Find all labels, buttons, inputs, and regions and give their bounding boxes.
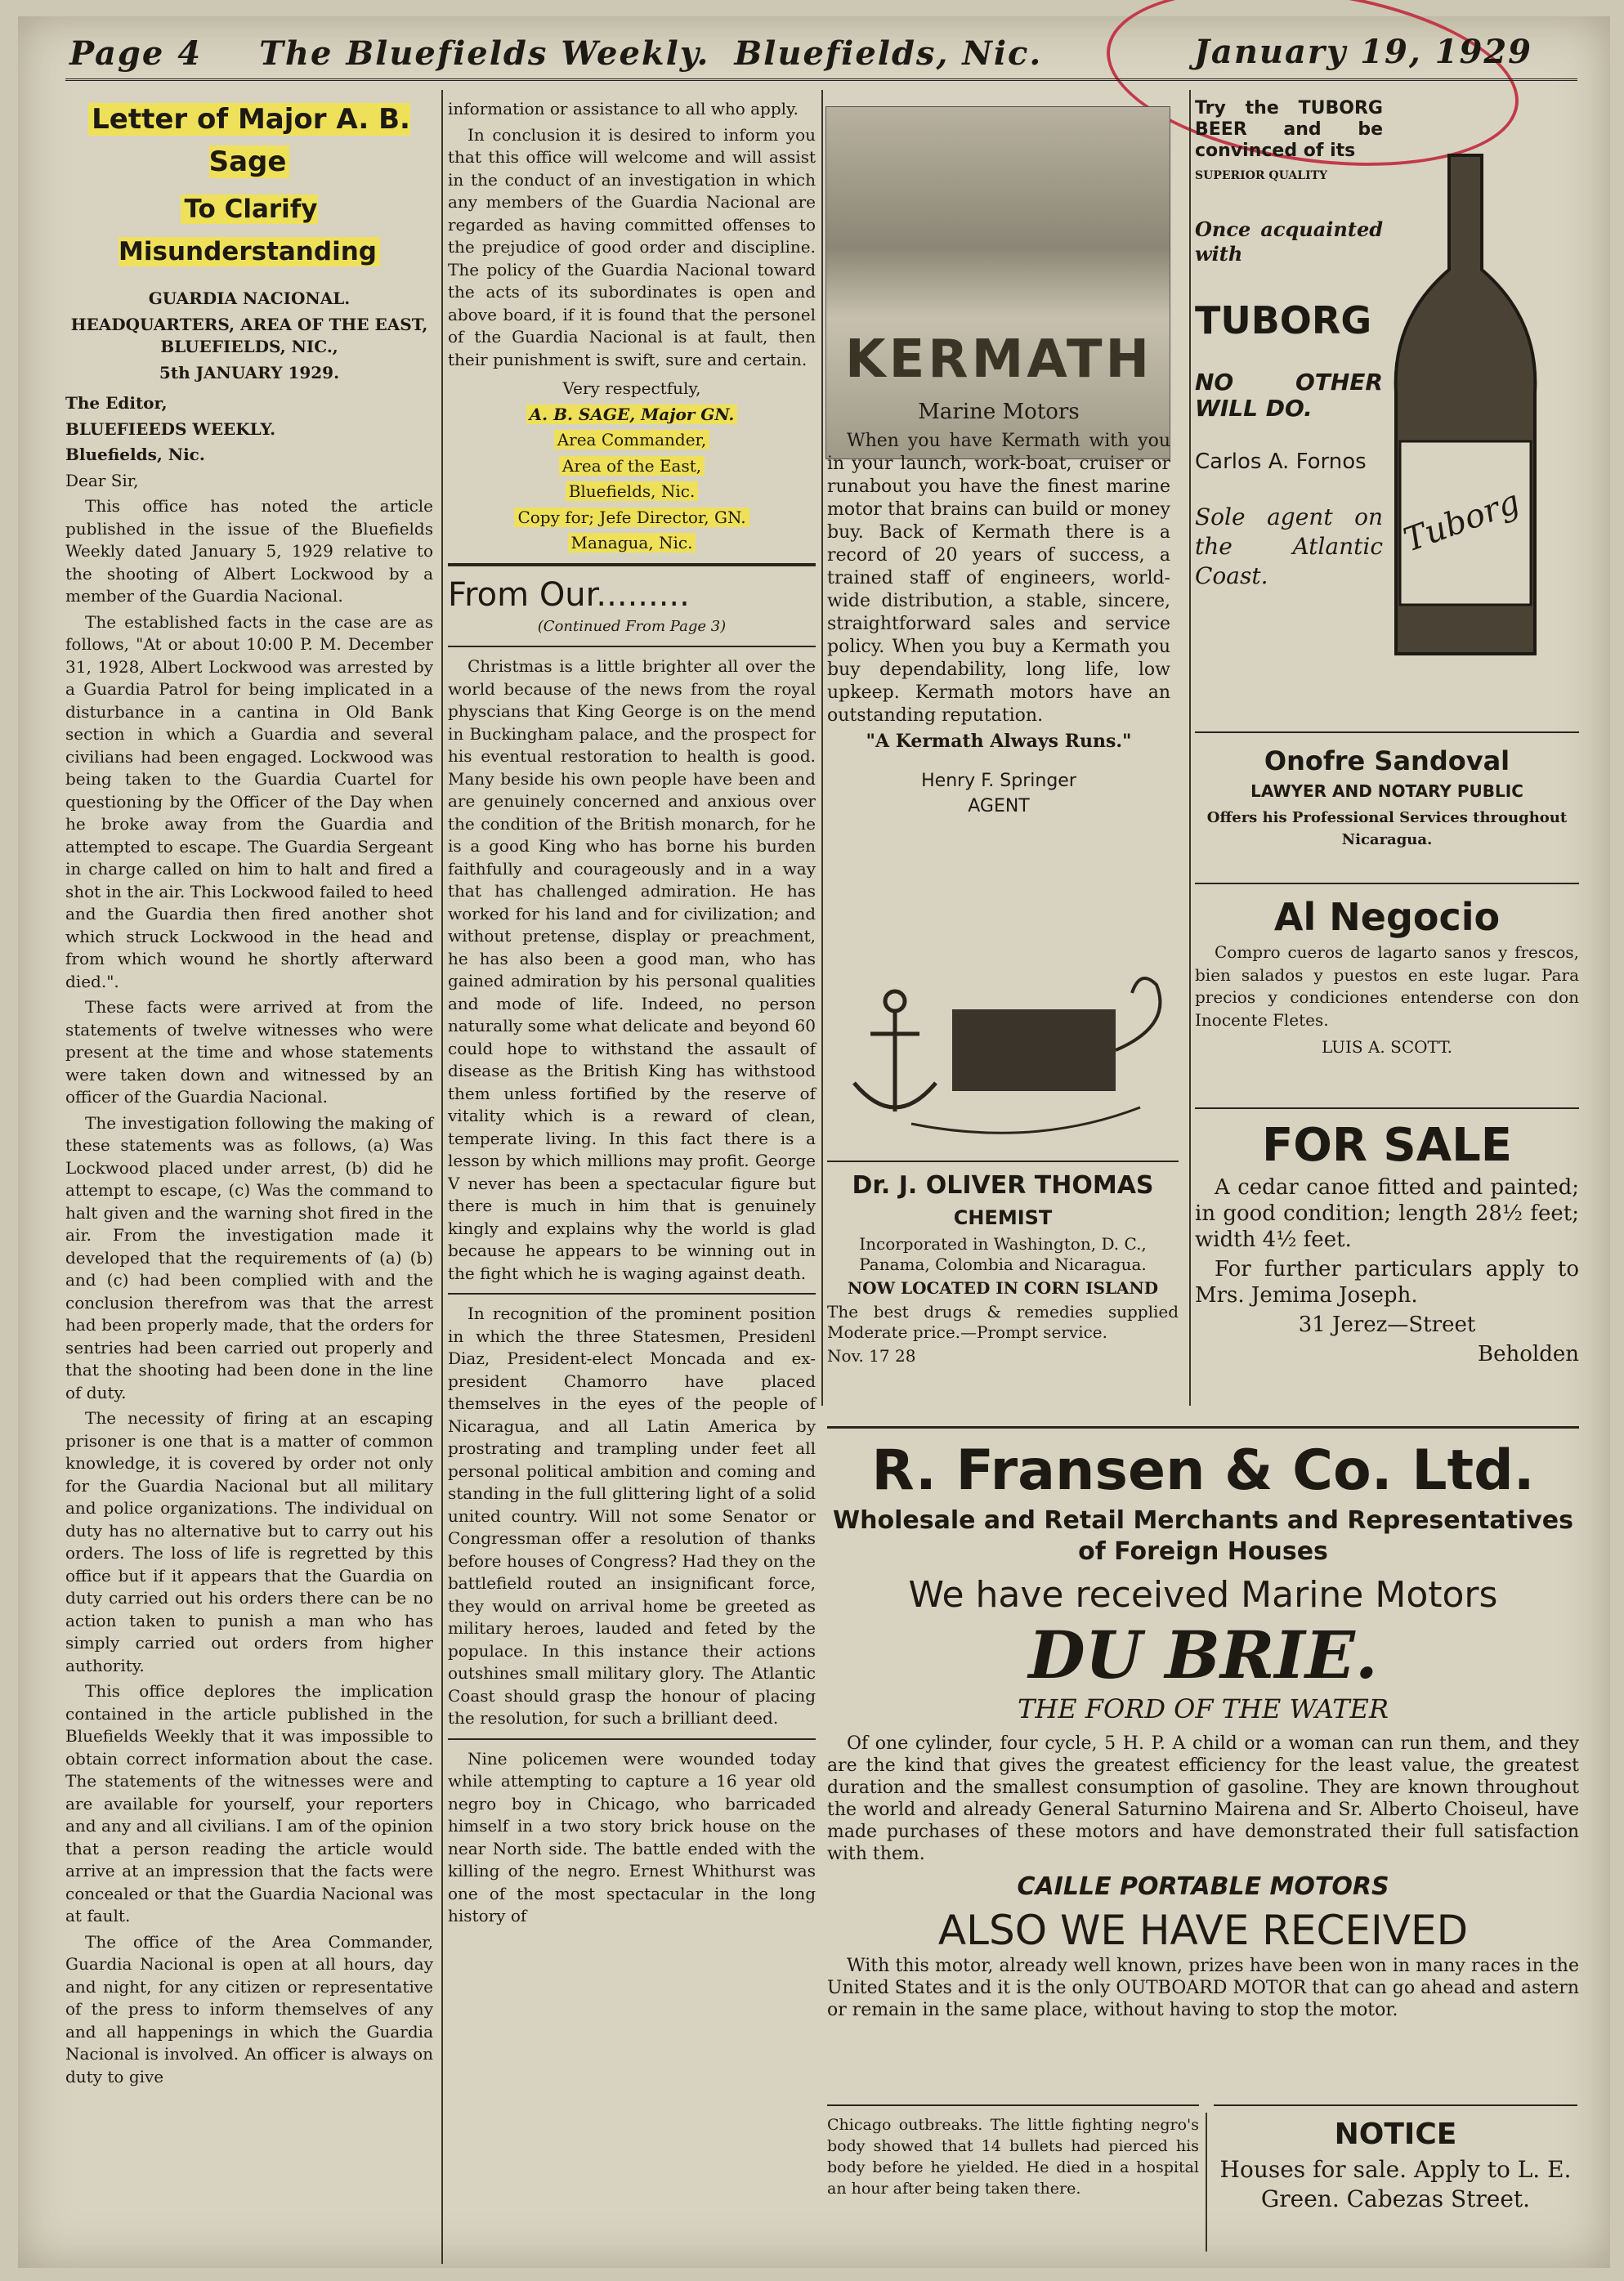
forsale-title: FOR SALE: [1261, 1119, 1513, 1172]
continued-note: (Continued From Page 3): [537, 617, 727, 635]
forsale-body: A cedar canoe fitted and painted; in good condition; length 28½ feet; width 4½ feet.: [1195, 1175, 1579, 1252]
fransen-ad: [827, 1426, 1579, 2088]
fransen-body: Of one cylinder, four cycle, 5 H. P. A child or a woman can run them, and they are the kind that gives the greatest efficiency for the least value, the greatest duration and the smallest consumption of gasoline. They are known throughout the world and already General Saturnino Mairena and Sr. Alberto Choiseul, have made purchases of these motors and have demonstrated their full satisfaction with them.: [827, 1733, 1579, 1864]
place: Bluefields, Nic.: [734, 34, 1043, 73]
letter-column: [65, 98, 433, 2256]
tuborg-sole: Sole agent on the Atlantic Coast.: [1195, 503, 1383, 589]
closing: Very respectfuly,: [562, 378, 701, 398]
notice-ad: [1214, 2104, 1577, 2252]
column-rule: [1206, 2113, 1207, 2252]
sandoval-name: Onofre Sandoval: [1264, 745, 1510, 776]
dubrie-brand: DU BRIE.: [1028, 1617, 1378, 1693]
letter-paragraph: The necessity of firing at an escaping prisoner is one that is a matter of common knowledge, it is covered by order not only for the Guardia Nacional but all military and police organizations. The individual on duty has no alternative but to carry out his orders. The loss of life is regretted by this office but if it appears that the Guardia on duty carried out his orders there can be no action taken to punish a man who has simply carried out orders from higher authority.: [65, 1408, 433, 1675]
news-paragraph: Christmas is a little brighter all over the world because of the news from the royal physcians that King George is on the mend in Buckingham palace, and the prospect for his eventual restoration to health is good. Many beside his own people have been and are genuinely concerned and anxious over the condition of the British monarch, for he is a good King who has borne his burden faithfully and courageously and in a way that has challenged admiration. He has worked for his land and for civilization; and without pretense, display or preachment, he has also been a good man, who has gained admiration by his personal qualities and mode of life. Indeed, no person naturally some what delicate and beyond 60 could hope to withstand the assault of disease as the British King has withstood them unless fortified by the reserve of vitality which is a reward of clean, temperate living. In this fact there is a lesson by which millions may profit. George V never has been a spectacular figure but there is much in him that is genuinely kingly and explains why the world is glad because he appears to be winning out in the fight which he is waging against death.: [448, 656, 816, 1283]
to-line: The Editor,: [65, 393, 168, 413]
bottle-label: Tuborg: [1398, 483, 1525, 560]
tuborg-slogan: NO OTHER WILL DO.: [1195, 368, 1383, 422]
to-paper: BLUEFIEEDS WEEKLY.: [65, 418, 276, 439]
tuborg-ad: [1195, 98, 1383, 719]
beer-bottle-illustration: [1380, 147, 1551, 670]
letter-paragraph: The established facts in the case are as follows, "At or about 10:00 P. M. December 31, 1928, Albert Lockwood was arrested by a Guardia Patrol for being implicated in a disturbance in a cantina in Old Bank section in which a Guardia and several civilians had been engaged. Lockwood was being taken to the Guardia Cuartel for questioning by the Officer of the Day when he broke away from the Guardia and attempted to escape. The Guardia Sergeant in charge called on him to halt and fired a shot in the air. This Lockwood failed to heed and the Guardia then fired another shot which struck Lockwood in the head and from which wound he shortly afterward died.".: [65, 611, 433, 991]
signature-area: Area of the East,: [448, 455, 816, 478]
thomas-title: CHEMIST: [953, 1206, 1053, 1229]
letter-headline: Letter of Major A. B. Sage: [65, 98, 433, 183]
fransen-body2: With this motor, already well known, prizes have been won in many races in the United States and it is the only OUTBOARD MOTOR that can go ahead and astern or remain in the same place, without having to stop the motor.: [827, 1956, 1579, 2020]
from-our-title: From Our.........: [448, 575, 690, 614]
signature: A. B. SAGE, Major GN.: [448, 404, 816, 427]
caille-heading: CAILLE PORTABLE MOTORS: [1017, 1872, 1389, 1901]
sandoval-offer: Offers his Professional Services throughout Nicaragua.: [1206, 808, 1568, 848]
paper-name: The Bluefields Weekly.: [259, 34, 710, 73]
tuborg-quality: SUPERIOR QUALITY: [1195, 169, 1328, 182]
kermath-agent-title: AGENT: [968, 796, 1030, 816]
negocio-ad: [1195, 883, 1579, 1103]
kermath-sub: Marine Motors: [918, 400, 1080, 424]
copy-line: Copy for; Jefe Director, GN.: [448, 507, 816, 530]
letter-paragraph: This office has noted the article published in the issue of the Bluefields Weekly dated January 5, 1929 relative to the shooting of Albert Lockwood by a member of the Guardia Nacional.: [65, 496, 433, 606]
page-number: Page 4: [69, 34, 203, 73]
letter-subheadline: To Clarify Misunderstanding: [65, 188, 433, 273]
masthead-rule: [65, 78, 1577, 81]
letter-paragraph: The investigation following the making of these statements was as follows, (a) Was Lockwood placed under arrest, (b) did he attempt to escape, (c) Was the command to halt given and the warning shot fired in the air. From the investigation made it developed that the requirements of (a) (b) and (c) had been complied with and the conclusion therefrom was that the arrest had been properly made, that the orders for sentries had been carried out properly and that the shooting had been done in the line of duty.: [65, 1112, 433, 1402]
kermath-brand: KERMATH: [844, 329, 1153, 390]
column-rule: [821, 90, 823, 1406]
letter-paragraph: information or assistance to all who apply.: [448, 99, 799, 119]
chicago-continued: [827, 2104, 1199, 2252]
thomas-drugs: The best drugs & remedies supplied Moderate price.—Prompt service.: [827, 1302, 1179, 1342]
news-paragraph: Nine policemen were wounded today while attempting to capture a 16 year old negro boy in Chicago, who barricaded himself in a two story brick house on the near North side. The battle ended with the killing of the negro. Ernest Whithurst was one of the most spectacular in the long history of: [448, 1748, 816, 1925]
news-paragraph: Chicago outbreaks. The little fighting negro's body showed that 14 bullets had pierced his body before he yielded. He died in a hospital an hour after being taken there.: [827, 2116, 1199, 2198]
kermath-ad: [827, 327, 1170, 948]
kermath-slogan: "A Kermath Always Runs.": [866, 731, 1132, 752]
fransen-title: R. Fransen & Co. Ltd.: [871, 1438, 1535, 1503]
negocio-title: Al Negocio: [1273, 895, 1501, 939]
column-rule: [1189, 90, 1191, 1406]
to-place: Bluefields, Nic.: [65, 445, 205, 464]
letter-paragraph: The office of the Area Commander, Guardia Nacional is open at all hours, day and night, for any citizen or representative of the press to inform themselves of any and all happenings in which the Guardia Nacional is involved. An officer is always on duty to give: [65, 1931, 433, 2086]
forsale-contact: For further particulars apply to Mrs. Jemima Joseph.: [1195, 1257, 1579, 1308]
news-paragraph: In recognition of the prominent position in which the three Statesmen, Presidenl Diaz, President-elect Moncada and ex-president Chamorro have placed themselves in the eyes of the people of Nicaragua, and all Latin America by prostrating and trampling under feet all personal political ambition and coming and standing in the full glittering light of a solid united country. Will not some Senator or Congressman offer a resolution of thanks before houses of Congress? Had they on the battlefield routed an insignificant force, they would on arrival home be greeted as military heroes, lauded and feted by the populace. In this instance their actions outshines small military glory. The Atlantic Coast should grasp the honour of placing the resolution, for such a brilliant deed.: [448, 1304, 816, 1728]
thomas-ad: [827, 1161, 1179, 1366]
tuborg-agent: Carlos A. Fornos: [1195, 449, 1367, 474]
letter-paragraph: This office deplores the implication contained in the article published in the Bluefields Weekly that it was impossible to obtain correct information about the case. The statements of the witnesses were and are available for yourself, your reporters and any and all civilians. I am of the opinion that a person reading the article would arrive at an impression that the facts were concealed or that the Guardia Nacional was at fault.: [65, 1681, 433, 1925]
motor-icon: [952, 1009, 1116, 1091]
dateline: 5th JANUARY 1929.: [159, 362, 340, 382]
column-rule: [441, 90, 443, 2264]
forsale-ad: [1195, 1107, 1579, 1418]
org-name: GUARDIA NACIONAL.: [148, 288, 351, 308]
thomas-location: NOW LOCATED IN CORN ISLAND: [847, 1278, 1159, 1298]
hq: HEADQUARTERS, AREA OF THE EAST, BLUEFIELDS, NIC.,: [70, 314, 428, 356]
issue-date: January 19, 1929: [1193, 33, 1532, 71]
anchor-icon: [854, 991, 936, 1111]
second-column: [448, 98, 816, 2256]
thomas-body: Incorporated in Washington, D. C., Panama, Colombia and Nicaragua.: [859, 1234, 1147, 1274]
fransen-subtitle: Wholesale and Retail Merchants and Representatives of Foreign Houses: [833, 1506, 1573, 1566]
signature-title: Area Commander,: [448, 429, 816, 452]
thomas-date: Nov. 17 28: [827, 1346, 916, 1366]
sandoval-ad: [1195, 731, 1579, 879]
sandoval-title: LAWYER AND NOTARY PUBLIC: [1250, 781, 1523, 801]
salutation: Dear Sir,: [65, 470, 139, 490]
tuborg-once: Once acquainted with: [1195, 217, 1383, 266]
tuborg-name: TUBORG: [1195, 297, 1372, 342]
thomas-name: Dr. J. OLIVER THOMAS: [852, 1171, 1154, 1200]
fransen-received: We have received Marine Motors: [908, 1574, 1498, 1616]
letter-paragraph: In conclusion it is desired to inform you that this office will welcome and will assist in the conduct of an investigation in which any members of the Guardia Nacional are regarded as having committed offenses to the prejudice of good order and discipline. The policy of the Guardia Nacional toward the acts of its subordinates is open and above board, if it is found that the personel of the Guardia Nacional is at fault, then their punishment is swift, sure and certain.: [448, 124, 816, 369]
negocio-body: Compro cueros de lagarto sanos y frescos, bien salados y puestos en este lugar. Para precios y condiciones entenderse con don Inocente Fletes.: [1195, 942, 1579, 1030]
notice-title: NOTICE: [1334, 2118, 1457, 2151]
letter-paragraph: These facts were arrived at from the statements of twelve witnesses who were present at the time and whose statements were taken down and witnessed by an officer of the Guardia Nacional.: [65, 997, 433, 1107]
signature-place: Bluefields, Nic.: [448, 481, 816, 503]
tuborg-try: Try the TUBORG BEER and be convinced of its: [1195, 98, 1383, 161]
notice-body: Houses for sale. Apply to L. E. Green. Cabezas Street.: [1219, 2156, 1572, 2212]
kermath-body: When you have Kermath with you in your launch, work-boat, cruiser or runabout you have the finest marine motor that brains can build or money buy. Back of Kermath there is a record of 20 years of success, a trained staff of engineers, world-wide distribution, a stable, sincere, straightforward sales and service policy. When you buy a Kermath you buy dependability, long life, low upkeep. Kermath motors have an outstanding reputation.: [827, 431, 1170, 726]
anchor-motor-illustration: [830, 960, 1181, 1156]
forsale-address: 31 Jerez—Street: [1298, 1313, 1476, 1337]
masthead: [69, 33, 1532, 74]
negocio-signature: LUIS A. SCOTT.: [1321, 1037, 1453, 1057]
forsale-place: Beholden: [1478, 1342, 1579, 1366]
also-received: ALSO WE HAVE RECEIVED: [937, 1907, 1469, 1954]
kermath-agent: Henry F. Springer: [921, 770, 1076, 791]
copy-place: Managua, Nic.: [448, 532, 816, 555]
dubrie-tagline: THE FORD OF THE WATER: [1018, 1693, 1389, 1724]
